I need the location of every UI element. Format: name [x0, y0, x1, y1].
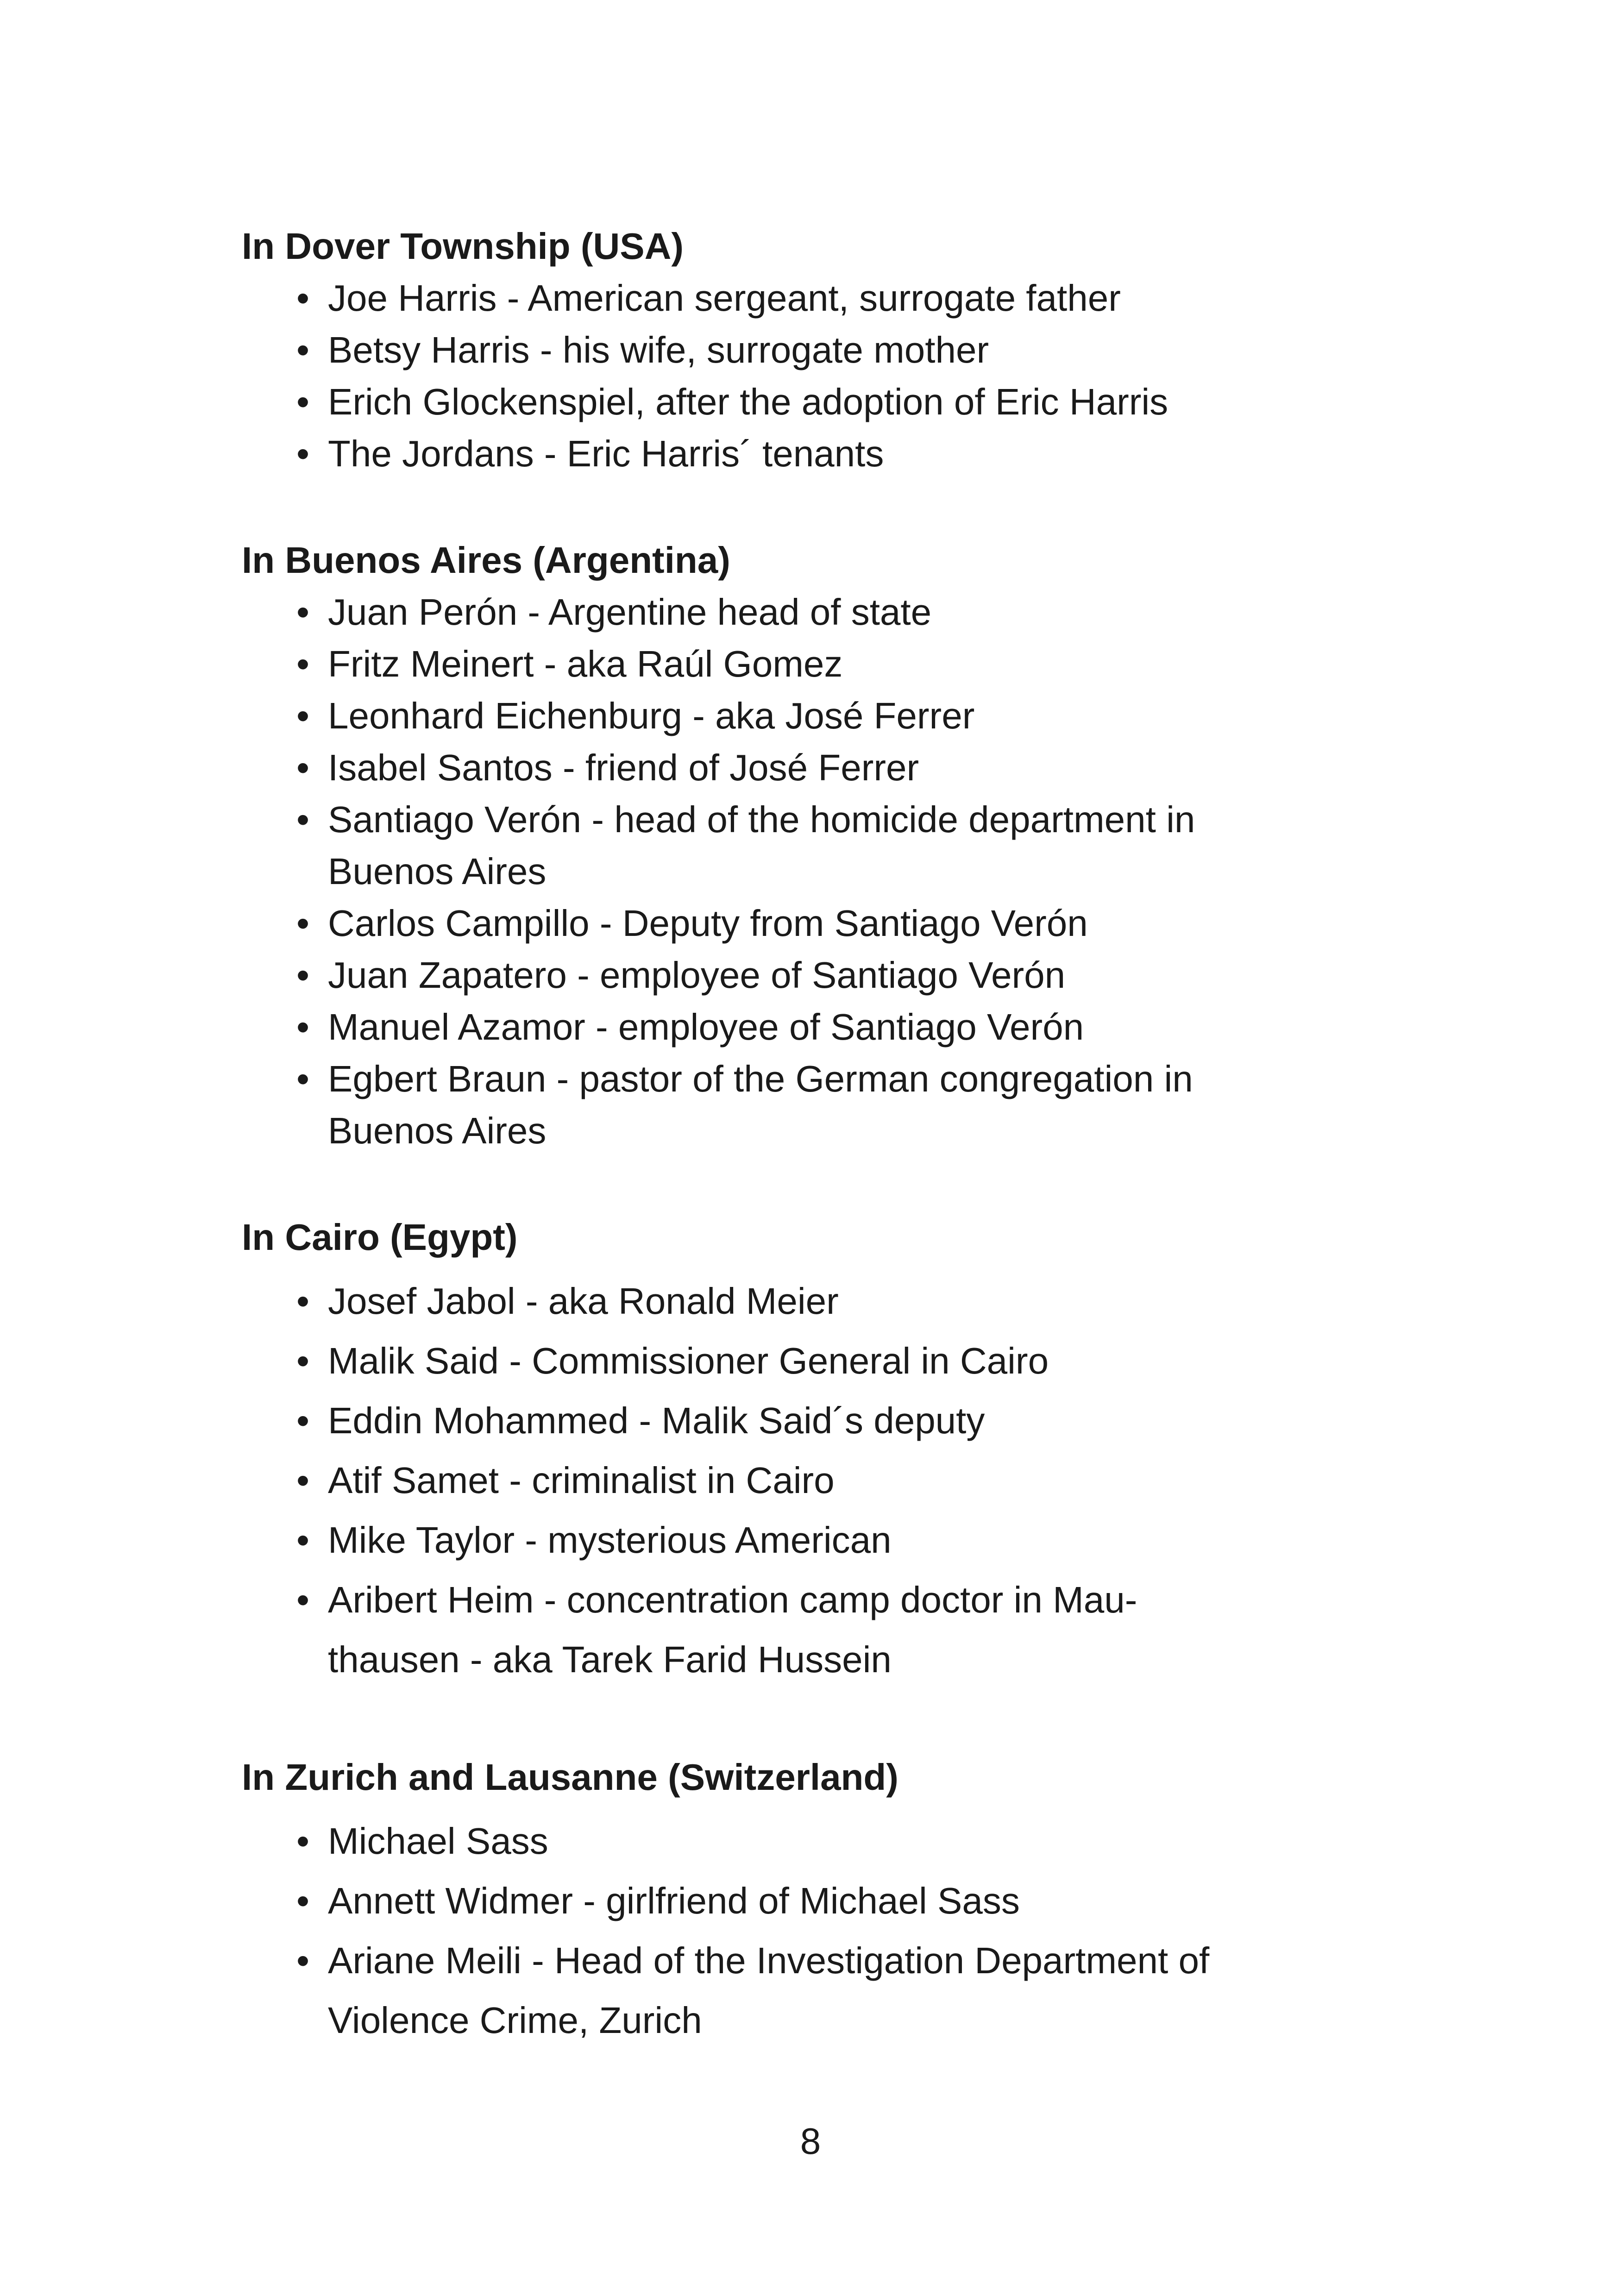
list-item [242, 272, 1376, 324]
bullet: • [296, 747, 310, 788]
bullet: • [296, 591, 310, 633]
list-item [242, 1001, 1376, 1053]
list-item [242, 1450, 1376, 1510]
section-heading: In Cairo (Egypt) [242, 1217, 518, 1258]
bullet: • [296, 799, 310, 840]
item-text: Manuel Azamor - employee of Santiago Verón [328, 1006, 1084, 1048]
item-text: Egbert Braun - pastor of the German congregation in [328, 1058, 1193, 1099]
item-text: Carlos Campillo - Deputy from Santiago Verón [328, 903, 1088, 944]
list-item [242, 638, 1376, 690]
section-zurich-lausanne [242, 1751, 1376, 2050]
list-item [242, 1570, 1376, 1689]
item-text: Joe Harris - American sergeant, surrogate father [328, 277, 1121, 319]
item-text: Josef Jabol - aka Ronald Meier [328, 1280, 839, 1322]
list-item [242, 794, 1376, 897]
bullet: • [296, 1280, 310, 1322]
item-text-continuation: thausen - aka Tarek Farid Hussein [328, 1639, 892, 1680]
bullet: • [296, 1006, 310, 1048]
bullet: • [296, 433, 310, 474]
bullet: • [296, 381, 310, 422]
list-item [242, 949, 1376, 1001]
bullet: • [296, 1400, 310, 1441]
item-text: Mike Taylor - mysterious American [328, 1519, 892, 1561]
item-text-continuation: Buenos Aires [328, 851, 547, 892]
item-text: Juan Zapatero - employee of Santiago Verón [328, 954, 1066, 996]
item-text: Annett Widmer - girlfriend of Michael Sass [328, 1880, 1020, 1921]
item-text: Leonhard Eichenburg - aka José Ferrer [328, 695, 975, 736]
item-text: Aribert Heim - concentration camp doctor in Mau- [328, 1579, 1137, 1620]
item-text: Erich Glockenspiel, after the adoption of Eric Harris [328, 381, 1169, 422]
item-text: Juan Perón - Argentine head of state [328, 591, 932, 633]
item-text: Malik Said - Commissioner General in Cairo [328, 1340, 1049, 1381]
bullet: • [296, 1340, 310, 1381]
section-dover-township [242, 220, 1376, 480]
character-list [242, 586, 1376, 1157]
list-item [242, 1271, 1376, 1331]
page-number: 8 [800, 2120, 821, 2162]
bullet: • [296, 1460, 310, 1501]
character-list [242, 272, 1376, 480]
list-item [242, 586, 1376, 638]
list-item [242, 690, 1376, 742]
list-item [242, 897, 1376, 949]
item-text: Betsy Harris - his wife, surrogate mother [328, 329, 989, 370]
bullet: • [296, 1519, 310, 1561]
list-item [242, 1391, 1376, 1450]
item-text: The Jordans - Eric Harris´ tenants [328, 433, 884, 474]
list-item [242, 1931, 1376, 2050]
item-text: Eddin Mohammed - Malik Said´s deputy [328, 1400, 985, 1441]
item-text: Isabel Santos - friend of José Ferrer [328, 747, 919, 788]
bullet: • [296, 643, 310, 684]
bullet: • [296, 1820, 310, 1862]
item-text-continuation: Violence Crime, Zurich [328, 2000, 702, 2041]
section-heading: In Dover Township (USA) [242, 226, 684, 267]
item-text: Atif Samet - criminalist in Cairo [328, 1460, 835, 1501]
bullet: • [296, 695, 310, 736]
list-item [242, 1811, 1376, 1871]
bullet: • [296, 329, 310, 370]
bullet: • [296, 1579, 310, 1620]
item-text-continuation: Buenos Aires [328, 1110, 547, 1151]
bullet: • [296, 277, 310, 319]
bullet: • [296, 1880, 310, 1921]
section-heading: In Zurich and Lausanne (Switzerland) [242, 1757, 898, 1798]
section-heading: In Buenos Aires (Argentina) [242, 539, 730, 581]
item-text: Ariane Meili - Head of the Investigation Department of [328, 1940, 1210, 1981]
list-item [242, 1510, 1376, 1570]
character-list [242, 1811, 1376, 2050]
list-item [242, 1053, 1376, 1157]
character-list [242, 1271, 1376, 1689]
bullet: • [296, 1058, 310, 1099]
item-text: Santiago Verón - head of the homicide department in [328, 799, 1195, 840]
section-cairo [242, 1211, 1376, 1689]
list-item [242, 1871, 1376, 1931]
bullet: • [296, 903, 310, 944]
list-item [242, 742, 1376, 794]
list-item [242, 1331, 1376, 1391]
list-item [242, 428, 1376, 480]
item-text: Fritz Meinert - aka Raúl Gomez [328, 643, 843, 684]
list-item [242, 376, 1376, 428]
list-item [242, 324, 1376, 376]
item-text: Michael Sass [328, 1820, 548, 1862]
bullet: • [296, 954, 310, 996]
bullet: • [296, 1940, 310, 1981]
section-buenos-aires [242, 534, 1376, 1157]
